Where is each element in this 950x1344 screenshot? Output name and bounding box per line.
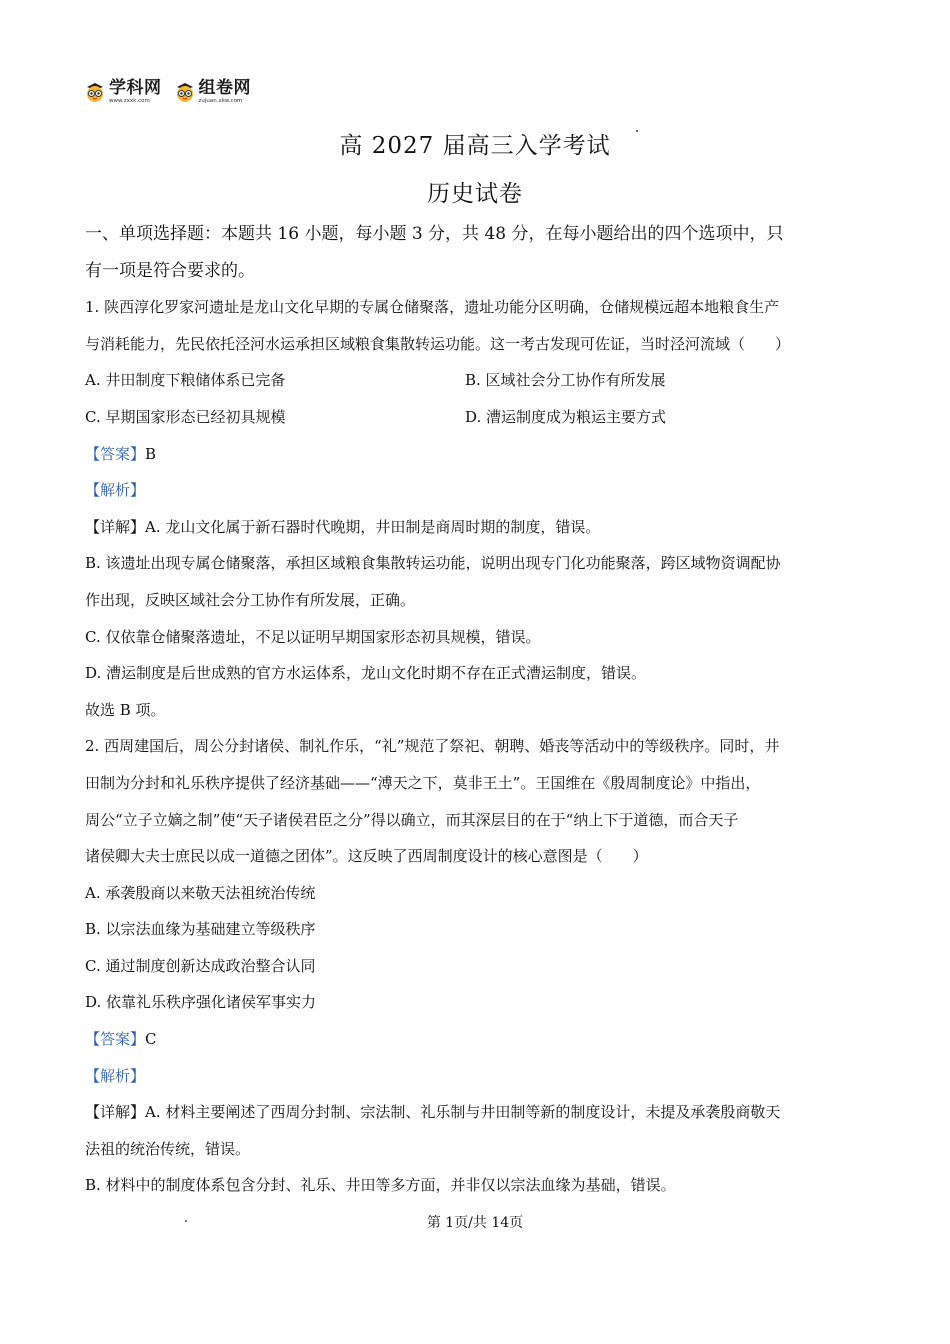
page-number: 第 1页/共 14页 bbox=[426, 1215, 524, 1231]
option-d: D. 依靠礼乐秩序强化诸侯军事实力 bbox=[85, 993, 317, 1012]
exam-content bbox=[85, 216, 861, 1204]
question-stem: 1. 陕西淳化罗家河遗址是龙山文化早期的专属仓储聚落，遗址功能分区明确，仓储规模远超本地粮食生产 bbox=[85, 298, 780, 317]
answer-value: C bbox=[145, 1030, 157, 1049]
answer-value: B bbox=[145, 444, 157, 463]
option-a: A. 承袭殷商以来敬天法祖统治传统 bbox=[85, 883, 316, 902]
analysis-tag: 【解析】 bbox=[85, 1066, 146, 1085]
exam-subtitle: 历史试卷 bbox=[427, 181, 523, 207]
option-c: C. 通过制度创新达成政治整合认同 bbox=[85, 956, 316, 975]
logo-url: www.zxxk.com bbox=[109, 98, 150, 104]
detail-text: C. 仅依靠仓储聚落遗址，不足以证明早期国家形态初具规模，错误。 bbox=[85, 627, 541, 646]
owl-face-icon bbox=[174, 81, 196, 103]
detail-text: A. 龙山文化属于新石器时代晚期，井田制是商周时期的制度，错误。 bbox=[145, 517, 601, 536]
analysis-line bbox=[85, 1058, 861, 1095]
analysis-line bbox=[85, 472, 861, 509]
answer-line bbox=[85, 1021, 861, 1058]
conclusion-text: 故选 B 项。 bbox=[85, 700, 166, 719]
section-instruction: 一、单项选择题：本题共 16 小题，每小题 3 分，共 48 分，在每小题给出的四个选项中，只 bbox=[85, 224, 784, 244]
logo-name: 组卷网 bbox=[198, 78, 251, 98]
option-b: B. 以宗法血缘为基础建立等级秩序 bbox=[85, 920, 316, 939]
option-a: A. 井田制度下粮储体系已完备 bbox=[85, 371, 286, 390]
detail-text: B. 该遗址出现专属仓储聚落，承担区域粮食集散转运功能，说明出现专门化功能聚落，跨区域物资调配协 bbox=[85, 554, 781, 573]
option-row bbox=[85, 362, 861, 399]
detail-tag: 【详解】 bbox=[85, 517, 146, 536]
detail-text: 作出现，反映区域社会分工协作有所发展，正确。 bbox=[85, 590, 416, 609]
option-row bbox=[85, 399, 861, 436]
answer-line bbox=[85, 436, 861, 473]
option-b: B. 区域社会分工协作有所发展 bbox=[465, 371, 666, 390]
question-stem: 2. 西周建国后，周公分封诸侯、制礼作乐，“礼”规范了祭祀、朝聘、婚丧等活动中的等级秩序。同时，井 bbox=[85, 737, 780, 756]
option-d: D. 漕运制度成为粮运主要方式 bbox=[465, 407, 667, 426]
exam-title: 高 2027 届高三入学考试 bbox=[339, 133, 611, 159]
question-stem: 诸侯卿大夫士庶民以成一道德之团体”。这反映了西周制度设计的核心意图是（ ） bbox=[85, 847, 648, 866]
option-c: C. 早期国家形态已经初具规模 bbox=[85, 407, 286, 426]
detail-text: A. 材料主要阐述了西周分封制、宗法制、礼乐制与井田制等新的制度设计，未提及承袭殷商敬天 bbox=[145, 1103, 781, 1122]
detail-tag: 【详解】 bbox=[85, 1103, 146, 1122]
xuekewang-logo bbox=[84, 80, 162, 105]
answer-tag: 【答案】 bbox=[85, 444, 146, 463]
question-stem: 周公“立子立嫡之制”使“天子诸侯君臣之分”得以确立，而其深层目的在于“纳上下于道德，而合天子 bbox=[85, 810, 739, 829]
question-stem: 田制为分封和礼乐秩序提供了经济基础——“溥天之下，莫非王土”。王国维在《殷周制度论》中指出， bbox=[85, 773, 761, 792]
detail-line bbox=[85, 1094, 861, 1131]
logo-name: 学科网 bbox=[109, 78, 162, 98]
detail-line bbox=[85, 509, 861, 546]
detail-text: B. 材料中的制度体系包含分封、礼乐、井田等多方面，并非仅以宗法血缘为基础，错误。 bbox=[85, 1176, 676, 1195]
answer-tag: 【答案】 bbox=[85, 1030, 146, 1049]
detail-text: 法祖的统治传统，错误。 bbox=[85, 1139, 251, 1158]
owl-face-icon bbox=[84, 81, 106, 103]
detail-text: D. 漕运制度是后世成熟的官方水运体系，龙山文化时期不存在正式漕运制度，错误。 bbox=[85, 664, 647, 683]
question-stem: 与消耗能力，先民依托泾河水运承担区域粮食集散转运功能。这一考古发现可佐证，当时泾河流域（ ） bbox=[85, 334, 791, 353]
logo-url: zujuan.xkw.com bbox=[198, 98, 243, 104]
logo-row bbox=[84, 80, 251, 105]
zujuanwang-logo bbox=[174, 80, 252, 105]
section-instruction: 有一项是符合要求的。 bbox=[85, 260, 255, 281]
analysis-tag: 【解析】 bbox=[85, 481, 146, 500]
